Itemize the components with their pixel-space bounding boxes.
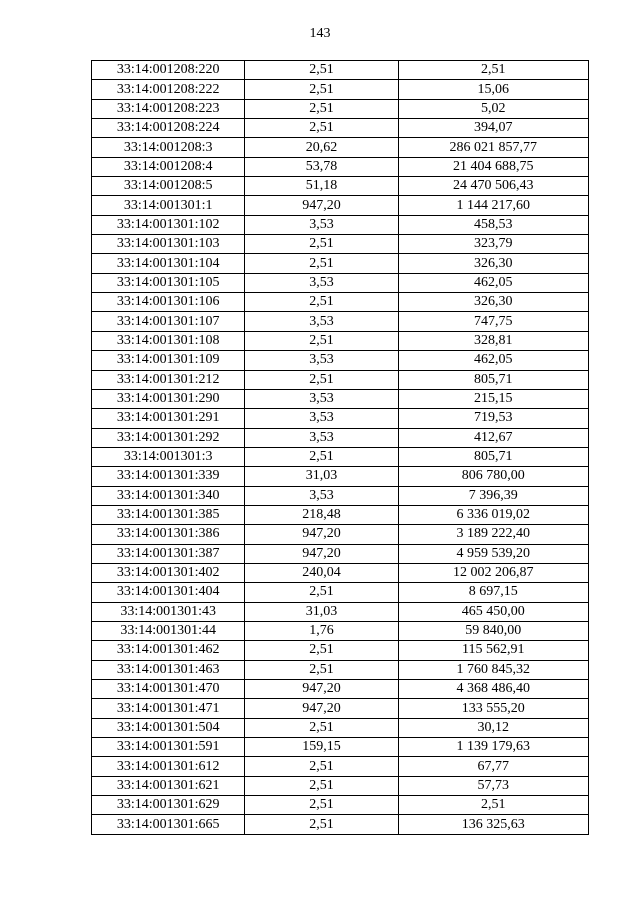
table-row <box>92 486 589 505</box>
table-row <box>92 757 589 776</box>
table-row <box>92 776 589 795</box>
value-cell: 462,05 <box>398 273 588 292</box>
area-cell: 2,51 <box>245 660 398 679</box>
table-row <box>92 80 589 99</box>
value-cell: 4 368 486,40 <box>398 680 588 699</box>
table-row <box>92 428 589 447</box>
area-cell: 20,62 <box>245 138 398 157</box>
cadastral-number-cell: 33:14:001301:212 <box>92 370 245 389</box>
value-cell: 323,79 <box>398 235 588 254</box>
area-cell: 2,51 <box>245 776 398 795</box>
value-cell: 465 450,00 <box>398 602 588 621</box>
value-cell: 747,75 <box>398 312 588 331</box>
value-cell: 30,12 <box>398 718 588 737</box>
value-cell: 326,30 <box>398 293 588 312</box>
table-row <box>92 699 589 718</box>
cadastral-number-cell: 33:14:001301:108 <box>92 331 245 350</box>
cadastral-number-cell: 33:14:001301:463 <box>92 660 245 679</box>
value-cell: 24 470 506,43 <box>398 177 588 196</box>
cadastral-number-cell: 33:14:001301:629 <box>92 796 245 815</box>
cadastral-number-cell: 33:14:001208:4 <box>92 157 245 176</box>
table-row <box>92 312 589 331</box>
table-row <box>92 796 589 815</box>
area-cell: 2,51 <box>245 757 398 776</box>
cadastral-number-cell: 33:14:001301:290 <box>92 389 245 408</box>
table-row <box>92 680 589 699</box>
area-cell: 31,03 <box>245 467 398 486</box>
area-cell: 159,15 <box>245 738 398 757</box>
cadastral-number-cell: 33:14:001208:220 <box>92 61 245 80</box>
value-cell: 1 144 217,60 <box>398 196 588 215</box>
value-cell: 328,81 <box>398 331 588 350</box>
table-row <box>92 235 589 254</box>
value-cell: 412,67 <box>398 428 588 447</box>
cadastral-number-cell: 33:14:001208:224 <box>92 119 245 138</box>
area-cell: 3,53 <box>245 215 398 234</box>
cadastral-number-cell: 33:14:001301:404 <box>92 583 245 602</box>
value-cell: 7 396,39 <box>398 486 588 505</box>
table-row <box>92 583 589 602</box>
area-cell: 240,04 <box>245 563 398 582</box>
value-cell: 136 325,63 <box>398 815 588 834</box>
cadastral-number-cell: 33:14:001301:386 <box>92 525 245 544</box>
table-row <box>92 409 589 428</box>
table-row <box>92 370 589 389</box>
table-row <box>92 738 589 757</box>
table-row <box>92 389 589 408</box>
value-cell: 3 189 222,40 <box>398 525 588 544</box>
table-row <box>92 138 589 157</box>
area-cell: 2,51 <box>245 331 398 350</box>
area-cell: 2,51 <box>245 119 398 138</box>
area-cell: 947,20 <box>245 699 398 718</box>
area-cell: 2,51 <box>245 61 398 80</box>
area-cell: 3,53 <box>245 389 398 408</box>
area-cell: 3,53 <box>245 409 398 428</box>
table-row <box>92 119 589 138</box>
value-cell: 12 002 206,87 <box>398 563 588 582</box>
value-cell: 67,77 <box>398 757 588 776</box>
area-cell: 947,20 <box>245 196 398 215</box>
cadastral-number-cell: 33:14:001301:104 <box>92 254 245 273</box>
value-cell: 719,53 <box>398 409 588 428</box>
value-cell: 806 780,00 <box>398 467 588 486</box>
value-cell: 5,02 <box>398 99 588 118</box>
table-row <box>92 61 589 80</box>
cadastral-number-cell: 33:14:001208:222 <box>92 80 245 99</box>
value-cell: 462,05 <box>398 351 588 370</box>
cadastral-number-cell: 33:14:001301:340 <box>92 486 245 505</box>
table-row <box>92 602 589 621</box>
area-cell: 2,51 <box>245 99 398 118</box>
table-row <box>92 273 589 292</box>
area-cell: 3,53 <box>245 351 398 370</box>
value-cell: 115 562,91 <box>398 641 588 660</box>
cadastral-number-cell: 33:14:001301:44 <box>92 621 245 640</box>
area-cell: 2,51 <box>245 815 398 834</box>
cadastral-number-cell: 33:14:001301:109 <box>92 351 245 370</box>
cadastral-number-cell: 33:14:001208:223 <box>92 99 245 118</box>
value-cell: 326,30 <box>398 254 588 273</box>
area-cell: 947,20 <box>245 544 398 563</box>
area-cell: 2,51 <box>245 583 398 602</box>
value-cell: 133 555,20 <box>398 699 588 718</box>
area-cell: 947,20 <box>245 525 398 544</box>
cadastral-number-cell: 33:14:001301:387 <box>92 544 245 563</box>
table-row <box>92 331 589 350</box>
cadastral-number-cell: 33:14:001301:462 <box>92 641 245 660</box>
table-row <box>92 254 589 273</box>
area-cell: 51,18 <box>245 177 398 196</box>
value-cell: 21 404 688,75 <box>398 157 588 176</box>
cadastral-number-cell: 33:14:001208:5 <box>92 177 245 196</box>
cadastral-number-cell: 33:14:001301:504 <box>92 718 245 737</box>
area-cell: 3,53 <box>245 428 398 447</box>
table-row <box>92 815 589 834</box>
table-row <box>92 177 589 196</box>
cadastral-number-cell: 33:14:001301:612 <box>92 757 245 776</box>
value-cell: 286 021 857,77 <box>398 138 588 157</box>
value-cell: 4 959 539,20 <box>398 544 588 563</box>
cadastral-table <box>91 60 589 835</box>
value-cell: 394,07 <box>398 119 588 138</box>
cadastral-number-cell: 33:14:001301:470 <box>92 680 245 699</box>
value-cell: 1 139 179,63 <box>398 738 588 757</box>
area-cell: 947,20 <box>245 680 398 699</box>
value-cell: 215,15 <box>398 389 588 408</box>
area-cell: 1,76 <box>245 621 398 640</box>
cadastral-number-cell: 33:14:001301:621 <box>92 776 245 795</box>
area-cell: 2,51 <box>245 718 398 737</box>
area-cell: 2,51 <box>245 293 398 312</box>
value-cell: 2,51 <box>398 796 588 815</box>
table-row <box>92 525 589 544</box>
cadastral-number-cell: 33:14:001301:665 <box>92 815 245 834</box>
cadastral-number-cell: 33:14:001301:103 <box>92 235 245 254</box>
table-row <box>92 196 589 215</box>
area-cell: 2,51 <box>245 254 398 273</box>
table-row <box>92 563 589 582</box>
table-row <box>92 544 589 563</box>
cadastral-number-cell: 33:14:001301:471 <box>92 699 245 718</box>
area-cell: 2,51 <box>245 447 398 466</box>
table-row <box>92 351 589 370</box>
table-row <box>92 718 589 737</box>
table-row <box>92 505 589 524</box>
table-row <box>92 447 589 466</box>
area-cell: 2,51 <box>245 370 398 389</box>
value-cell: 1 760 845,32 <box>398 660 588 679</box>
table-row <box>92 467 589 486</box>
cadastral-number-cell: 33:14:001208:3 <box>92 138 245 157</box>
value-cell: 2,51 <box>398 61 588 80</box>
area-cell: 218,48 <box>245 505 398 524</box>
table-row <box>92 215 589 234</box>
cadastral-number-cell: 33:14:001301:292 <box>92 428 245 447</box>
cadastral-number-cell: 33:14:001301:591 <box>92 738 245 757</box>
table-row <box>92 621 589 640</box>
area-cell: 2,51 <box>245 641 398 660</box>
cadastral-number-cell: 33:14:001301:3 <box>92 447 245 466</box>
value-cell: 59 840,00 <box>398 621 588 640</box>
page-number: 143 <box>309 26 331 41</box>
cadastral-number-cell: 33:14:001301:339 <box>92 467 245 486</box>
area-cell: 2,51 <box>245 796 398 815</box>
cadastral-number-cell: 33:14:001301:291 <box>92 409 245 428</box>
value-cell: 805,71 <box>398 370 588 389</box>
table-row <box>92 293 589 312</box>
cadastral-number-cell: 33:14:001301:106 <box>92 293 245 312</box>
value-cell: 458,53 <box>398 215 588 234</box>
table-body <box>92 61 589 835</box>
area-cell: 31,03 <box>245 602 398 621</box>
cadastral-number-cell: 33:14:001301:402 <box>92 563 245 582</box>
cadastral-number-cell: 33:14:001301:107 <box>92 312 245 331</box>
table-row <box>92 641 589 660</box>
area-cell: 2,51 <box>245 235 398 254</box>
area-cell: 3,53 <box>245 273 398 292</box>
cadastral-number-cell: 33:14:001301:43 <box>92 602 245 621</box>
area-cell: 2,51 <box>245 80 398 99</box>
cadastral-number-cell: 33:14:001301:385 <box>92 505 245 524</box>
value-cell: 15,06 <box>398 80 588 99</box>
value-cell: 57,73 <box>398 776 588 795</box>
cadastral-number-cell: 33:14:001301:1 <box>92 196 245 215</box>
table-row <box>92 660 589 679</box>
value-cell: 6 336 019,02 <box>398 505 588 524</box>
value-cell: 8 697,15 <box>398 583 588 602</box>
area-cell: 3,53 <box>245 312 398 331</box>
table-row <box>92 157 589 176</box>
area-cell: 3,53 <box>245 486 398 505</box>
cadastral-number-cell: 33:14:001301:105 <box>92 273 245 292</box>
value-cell: 805,71 <box>398 447 588 466</box>
cadastral-number-cell: 33:14:001301:102 <box>92 215 245 234</box>
area-cell: 53,78 <box>245 157 398 176</box>
table-row <box>92 99 589 118</box>
